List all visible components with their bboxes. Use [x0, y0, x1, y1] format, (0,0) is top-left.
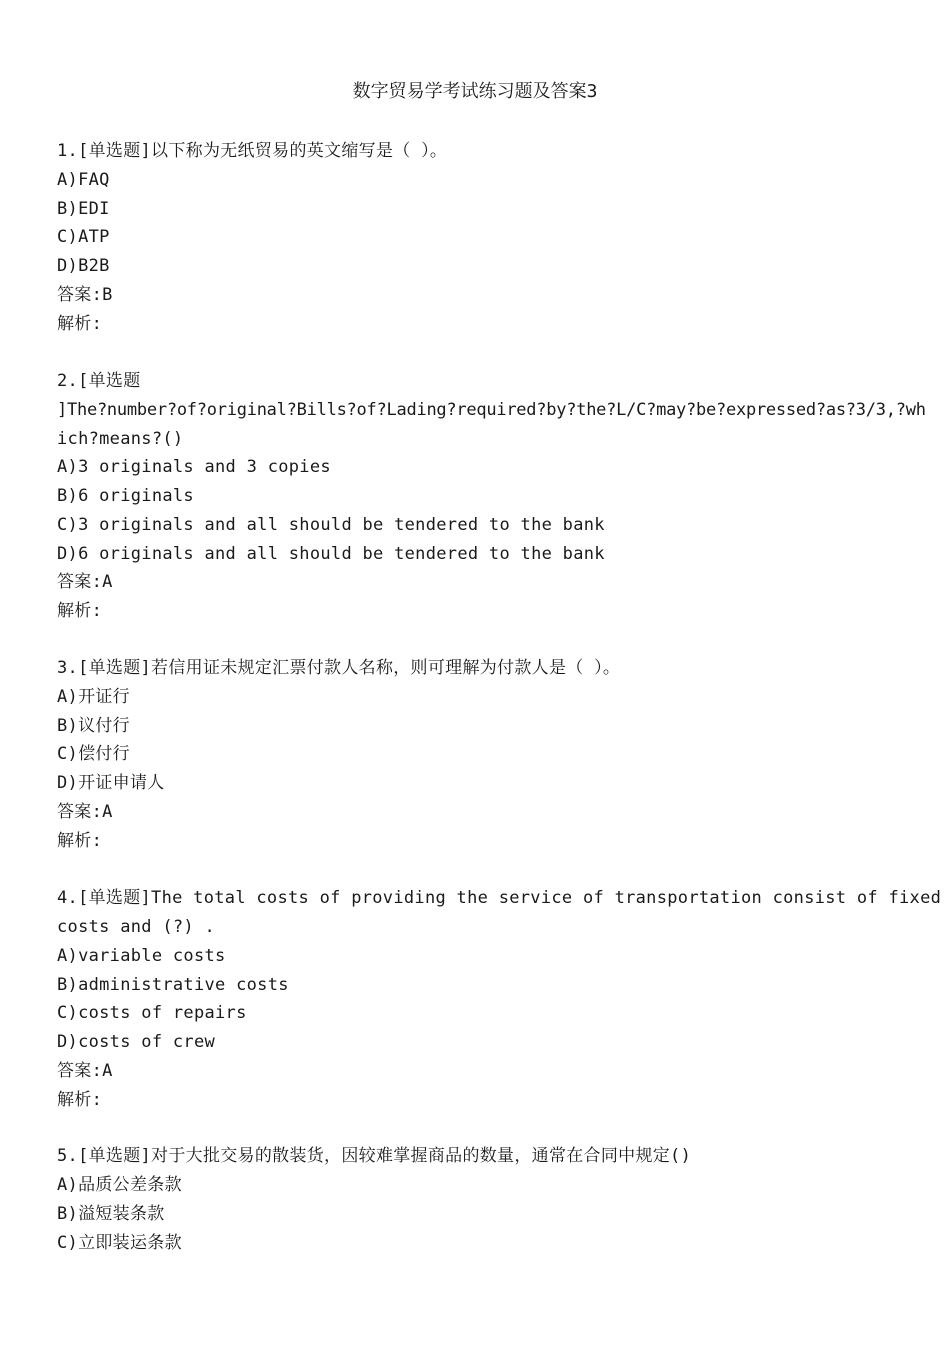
question-3-stem: 3.[单选题]若信用证未规定汇票付款人名称，则可理解为付款人是（ ）。 [57, 658, 621, 678]
question-3-option-d: D)开证申请人 [57, 773, 165, 793]
question-2-option-c: C)3 originals and all should be tendered to the bank [57, 515, 605, 535]
question-5-option-c: C)立即装运条款 [57, 1233, 182, 1253]
question-4-option-b: B)administrative costs [57, 975, 289, 995]
question-5-option-b: B)溢短装条款 [57, 1204, 165, 1224]
question-2-stem-line-3: ich?means?() [57, 429, 184, 449]
question-3-option-a: A)开证行 [57, 687, 130, 707]
question-2-option-a: A)3 originals and 3 copies [57, 457, 331, 477]
question-4-option-c: C)costs of repairs [57, 1003, 247, 1023]
question-1-option-a: A)FAQ [57, 170, 110, 190]
question-2-answer: 答案:A [57, 572, 113, 592]
question-4-stem-line-1: 4.[单选题]The total costs of providing the service of transportation consist of fixed [57, 888, 942, 908]
question-2-analysis: 解析: [57, 601, 103, 621]
question-4-answer: 答案:A [57, 1061, 113, 1081]
question-4-option-d: D)costs of crew [57, 1032, 216, 1052]
question-1-stem: 1.[单选题]以下称为无纸贸易的英文缩写是（ ）。 [57, 141, 448, 161]
question-3-analysis: 解析: [57, 831, 103, 851]
question-1-option-b: B)EDI [57, 199, 110, 219]
question-4-stem-line-2: costs and (?) . [57, 917, 216, 937]
question-1-analysis: 解析: [57, 314, 103, 334]
question-5-stem: 5.[单选题]对于大批交易的散装货，因较难掌握商品的数量，通常在合同中规定() [57, 1146, 692, 1166]
question-2-stem-line-1: 2.[单选题 [57, 371, 141, 391]
question-1-answer: 答案:B [57, 285, 113, 305]
question-3-answer: 答案:A [57, 802, 113, 822]
question-1-option-c: C)ATP [57, 227, 110, 247]
question-2-stem-line-2: ]The?number?of?original?Bills?of?Lading?required?by?the?L/C?may?be?expressed?as?3/3,?wh [57, 400, 926, 420]
question-2-option-d: D)6 originals and all should be tendered to the bank [57, 544, 605, 564]
question-4-analysis: 解析: [57, 1090, 103, 1110]
question-4-option-a: A)variable costs [57, 946, 226, 966]
question-1-option-d: D)B2B [57, 256, 110, 276]
question-3-option-b: B)议付行 [57, 716, 130, 736]
question-2-option-b: B)6 originals [57, 486, 194, 506]
question-3-option-c: C)偿付行 [57, 744, 130, 764]
question-5-option-a: A)品质公差条款 [57, 1175, 182, 1195]
page-title: 数字贸易学考试练习题及答案3 [352, 81, 598, 102]
